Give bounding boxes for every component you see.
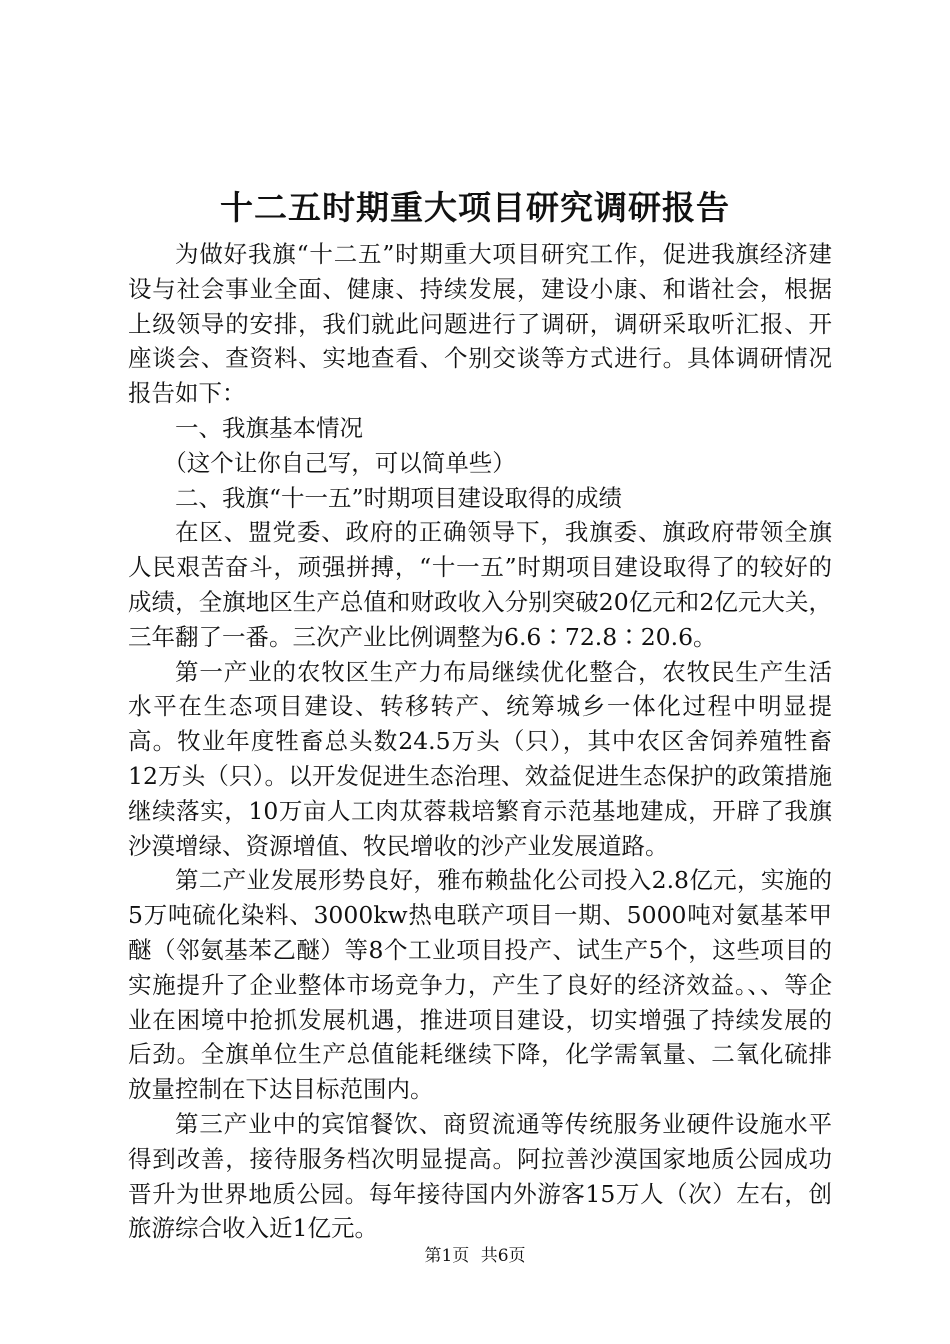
primary-industry-paragraph: 第一产业的农牧区生产力布局继续优化整合，农牧民生产生活水平在生态项目建设、转移转产、统筹城乡一体化过程中明显提高。牧业年度牲畜总头数24.5万头（只），其中农区舍饲养殖牲畜12万头（只）。以开发促进生态治理、效益促进生态保护的政策措施继续落实，10万亩人工肉苁蓉栽培繁育示范基地建成，开辟了我旗沙漠增绿、资源增值、牧民增收的沙产业发展道路。: [128, 657, 832, 860]
achievements-paragraph: 在区、盟党委、政府的正确领导下，我旗委、旗政府带领全旗人民艰苦奋斗，顽强拼搏，“十一五”时期项目建设取得了的较好的成绩，全旗地区生产总值和财政收入分别突破20亿元和2亿元大关，三年翻了一番。三次产业比例调整为6.6∶72.8∶20.6。: [128, 518, 832, 651]
page-number: 第1页: [424, 1246, 470, 1266]
document-title: 十二五时期重大项目研究调研报告: [220, 188, 730, 227]
section-note: （这个让你自己写，可以简单些）: [163, 448, 516, 477]
page-footer: [0, 1244, 950, 1268]
section-heading-1: 一、我旗基本情况: [175, 413, 363, 442]
tertiary-industry-paragraph: 第三产业中的宾馆餐饮、商贸流通等传统服务业硬件设施水平得到改善，接待服务档次明显提高。阿拉善沙漠国家地质公园成功晋升为世界地质公园。每年接待国内外游客15万人（次）左右，创旅游综合收入近1亿元。: [128, 1109, 832, 1243]
page-total: 共6页: [480, 1246, 526, 1266]
section-heading-2: 二、我旗“十一五”时期项目建设取得的成绩: [175, 483, 623, 512]
secondary-industry-paragraph: 第二产业发展形势良好，雅布赖盐化公司投入2.8亿元，实施的5万吨硫化染料、3000kw热电联产项目一期、5000吨对氨基苯甲醚（邻氨基苯乙醚）等8个工业项目投产、试生产5个，这些项目的实施提升了企业整体市场竞争力，产生了良好的经济效益。、、等企业在困境中抢抓发展机遇，推进项目建设，切实增强了持续发展的后劲。全旗单位生产总值能耗继续下降，化学需氧量、二氧化硫排放量控制在下达目标范围内。: [128, 866, 832, 1104]
intro-paragraph: 为做好我旗“十二五”时期重大项目研究工作，促进我旗经济建设与社会事业全面、健康、持续发展，建设小康、和谐社会，根据上级领导的安排，我们就此问题进行了调研，调研采取听汇报、开座谈会、查资料、实地查看、个别交谈等方式进行。具体调研情况报告如下：: [128, 240, 832, 408]
document-body: [128, 237, 832, 1246]
